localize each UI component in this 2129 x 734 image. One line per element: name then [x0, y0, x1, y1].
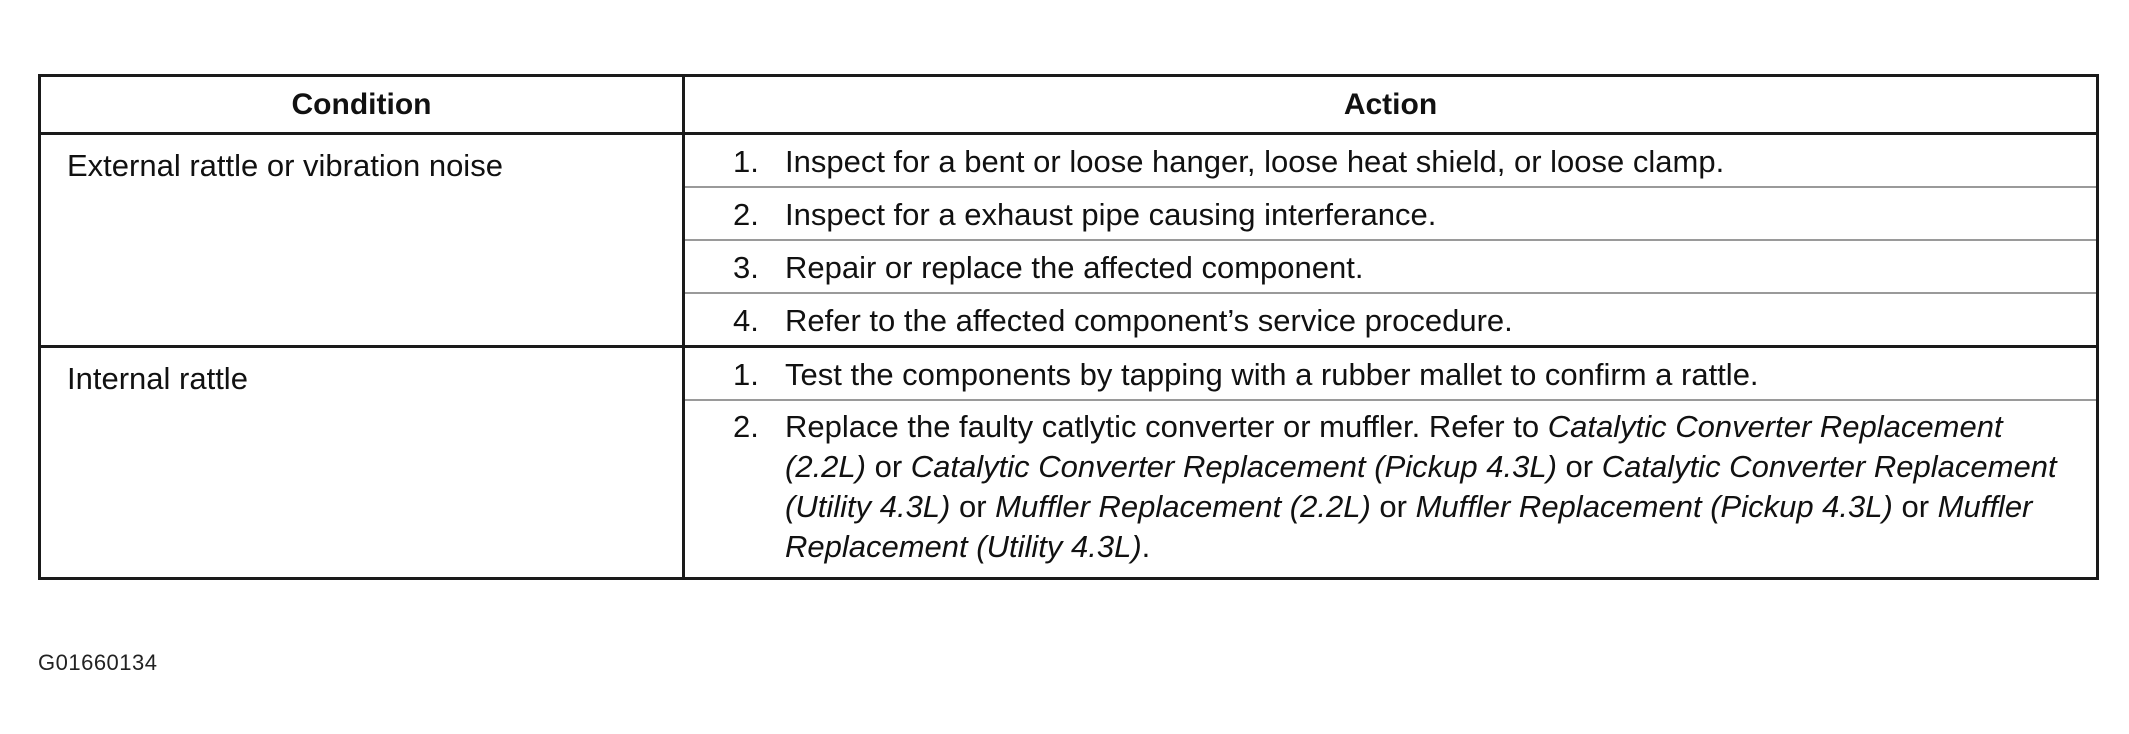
reference-link-text: Muffler Replacement (2.2L): [995, 489, 1371, 524]
diagnostic-table: [38, 74, 2099, 580]
action-text: Refer to the affected component’s service procedure.: [785, 303, 1513, 338]
reference-link-text: Catalytic Converter Replacement (Utility 4.3L): [785, 449, 2057, 524]
action-text-segment: or: [865, 449, 911, 484]
action-list: [685, 348, 2096, 577]
action-number: 1.: [733, 144, 759, 179]
action-number: 2.: [733, 197, 759, 232]
action-text-segment: .: [1141, 529, 1151, 564]
action-item: [685, 186, 2096, 239]
header-condition: Condition: [40, 76, 684, 134]
action-text-segment: or: [1370, 489, 1416, 524]
action-item: [685, 292, 2096, 345]
reference-link-text: Muffler Replacement (Utility 4.3L): [785, 489, 2033, 564]
table-row: [40, 134, 2098, 347]
action-number: 2.: [733, 409, 759, 444]
action-number: 1.: [733, 357, 759, 392]
action-list: [685, 135, 2096, 345]
action-text: Inspect for a bent or loose hanger, loose heat shield, or loose clamp.: [785, 144, 1725, 179]
reference-link-text: Muffler Replacement (Pickup 4.3L): [1415, 489, 1893, 524]
action-text: Inspect for a exhaust pipe causing interferance.: [785, 197, 1437, 232]
action-cell: [684, 347, 2098, 579]
action-text-segment: or: [1892, 489, 1938, 524]
action-text-rich: [785, 409, 2057, 564]
action-text: Repair or replace the affected component.: [785, 250, 1364, 285]
reference-link-text: Catalytic Converter Replacement (2.2L): [785, 409, 2003, 484]
action-item: [685, 135, 2096, 186]
action-item: [685, 348, 2096, 399]
action-text: Test the components by tapping with a rubber mallet to confirm a rattle.: [785, 357, 1759, 392]
action-text-segment: or: [1556, 449, 1602, 484]
action-number: 4.: [733, 303, 759, 338]
action-item: [685, 239, 2096, 292]
figure-code: G01660134: [38, 650, 158, 675]
condition-cell: External rattle or vibration noise: [40, 134, 684, 347]
action-cell: [684, 134, 2098, 347]
action-text-segment: or: [950, 489, 996, 524]
condition-cell: Internal rattle: [40, 347, 684, 579]
header-action: Action: [684, 76, 2098, 134]
action-text-segment: Replace the faulty catlytic converter or muffler. Refer to: [785, 409, 1548, 444]
action-number: 3.: [733, 250, 759, 285]
reference-link-text: Catalytic Converter Replacement (Pickup 4.3L): [910, 449, 1557, 484]
header-row: [40, 76, 2098, 134]
table-row: [40, 347, 2098, 579]
action-item: [685, 399, 2096, 577]
